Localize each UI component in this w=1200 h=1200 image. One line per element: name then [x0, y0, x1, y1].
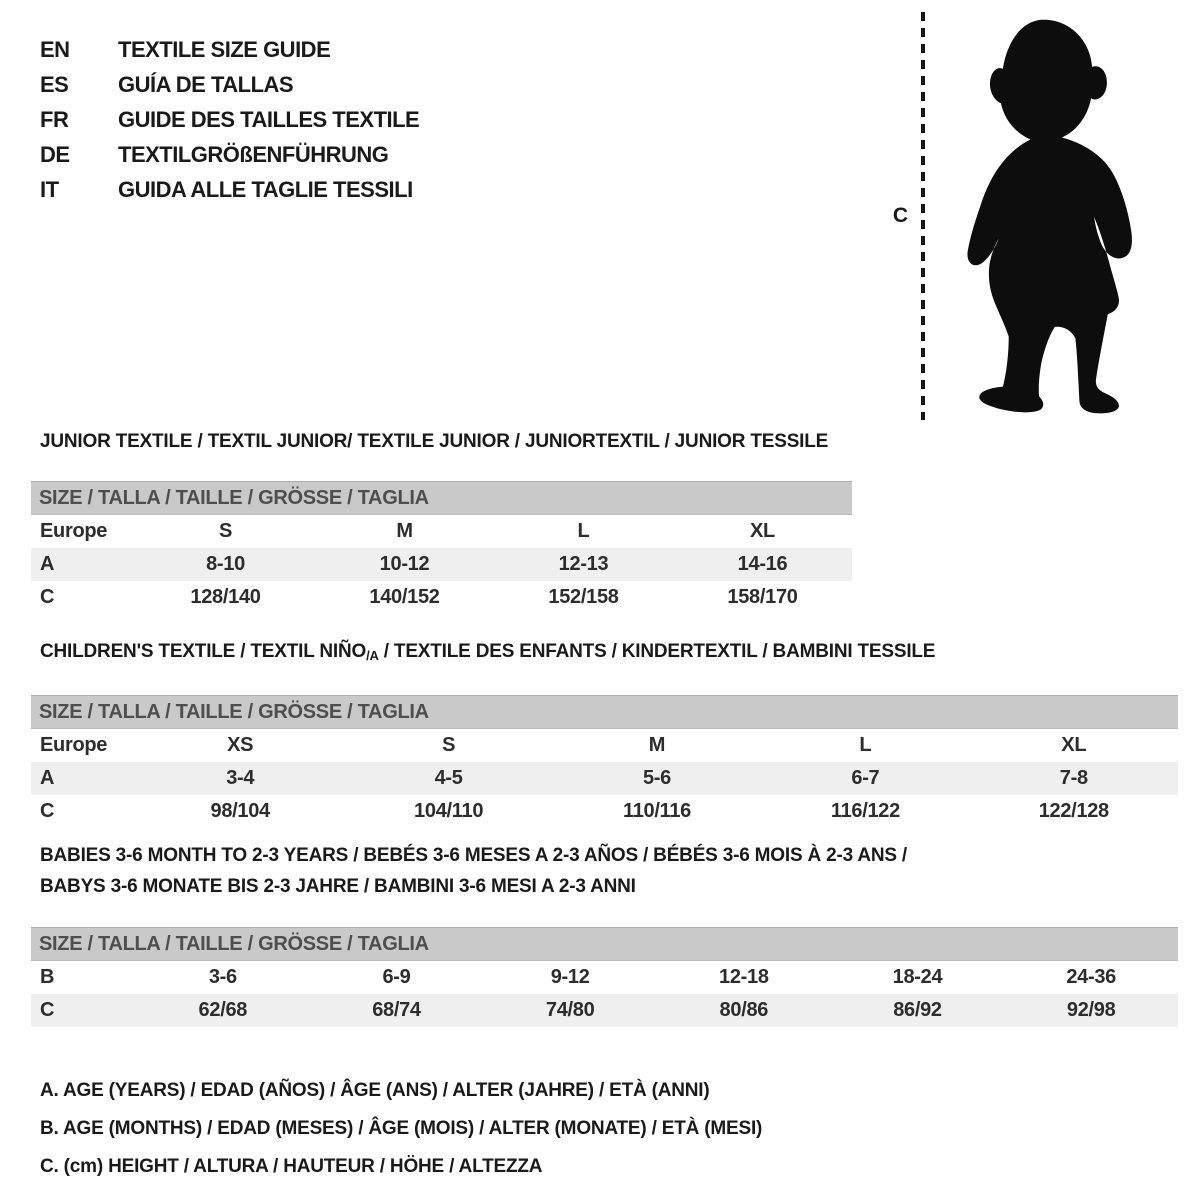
section-title-text: CHILDREN'S TEXTILE / TEXTIL NIÑO [40, 641, 367, 662]
table-cell: XL [750, 520, 775, 542]
table-row [31, 795, 1178, 828]
language-code: DE [40, 141, 70, 167]
table-cell: 92/98 [1066, 999, 1116, 1021]
table-row [31, 515, 852, 548]
row-label: A [40, 553, 55, 575]
row-label: A [40, 767, 55, 789]
table-cell: 68/74 [372, 999, 421, 1021]
language-title: GUÍA DE TALLAS [118, 71, 294, 97]
table-row [31, 729, 1178, 762]
language-title: TEXTILE SIZE GUIDE [118, 36, 331, 62]
legend-line: C. (cm) HEIGHT / ALTURA / HAUTEUR / HÖHE / ALTEZZA [40, 1156, 543, 1177]
size-header-bar: SIZE / TALLA / TAILLE / GRÖSSE / TAGLIA [31, 927, 1178, 961]
table-cell: 152/158 [548, 586, 619, 608]
table-cell: 122/128 [1038, 800, 1109, 822]
row-label: C [40, 586, 55, 608]
table-cell: 62/68 [198, 999, 248, 1021]
section-title-text: JUNIOR TEXTILE / TEXTIL JUNIOR/ TEXTILE JUNIOR / JUNIORTEXTIL / JUNIOR TESSILE [40, 431, 829, 452]
table-cell: 110/116 [622, 800, 691, 822]
language-code: EN [40, 36, 70, 62]
section-childrens-textile [31, 640, 1178, 828]
table-row [31, 581, 852, 614]
language-row [40, 32, 419, 67]
section-title [31, 430, 1178, 454]
size-table [31, 927, 1178, 1027]
language-title: TEXTILGRÖßENFÜHRUNG [118, 141, 389, 167]
table-cell: 7-8 [1059, 767, 1088, 789]
table-cell: 6-9 [382, 966, 411, 988]
table-cell: 104/110 [414, 800, 484, 822]
section-title-text: BABYS 3-6 MONATE BIS 2-3 JAHRE / BAMBINI 3-6 MESI A 2-3 ANNI [40, 876, 636, 897]
table-cell: 3-6 [208, 966, 237, 988]
language-code: FR [40, 106, 69, 132]
table-cell: 18-24 [892, 966, 943, 988]
table-row [31, 994, 1178, 1027]
language-title: GUIDE DES TAILLES TEXTILE [118, 106, 420, 132]
table-cell: 24-36 [1066, 966, 1116, 988]
section-title-text: BABIES 3-6 MONTH TO 2-3 YEARS / BEBÉS 3-6 MESES A 2-3 AÑOS / BÉBÉS 3-6 MOIS À 2-3 ANS / [40, 845, 908, 866]
measure-c-label: C [892, 204, 908, 227]
table-cell: 3-4 [226, 767, 255, 789]
language-code: ES [40, 71, 69, 97]
size-table [31, 695, 1178, 828]
table-cell: 10-12 [379, 553, 430, 575]
table-cell: L [577, 520, 590, 542]
section-title-text: / TEXTILE DES ENFANTS / KINDERTEXTIL / BAMBINI TESSILE [378, 641, 936, 662]
section-babies-textile [31, 840, 1178, 1027]
table-cell: L [859, 734, 872, 756]
table-cell: 14-16 [737, 553, 788, 575]
table-cell: 12-18 [719, 966, 769, 988]
table-cell: XL [1061, 734, 1087, 756]
table-cell: 6-7 [851, 767, 880, 789]
table-row [31, 548, 852, 581]
legend-line: B. AGE (MONTHS) / EDAD (MESES) / ÂGE (MOIS) / ALTER (MONATE) / ETÀ (MESI) [40, 1118, 763, 1139]
table-row [31, 961, 1178, 994]
table-cell: 4-5 [434, 767, 463, 789]
size-header-bar: SIZE / TALLA / TAILLE / GRÖSSE / TAGLIA [31, 481, 852, 515]
table-cell: 9-12 [550, 966, 590, 988]
table-cell: 158/170 [727, 586, 798, 608]
height-measure-figure [893, 10, 1150, 422]
row-label: Europe [40, 520, 108, 542]
row-label: B [40, 966, 55, 988]
table-cell: 74/80 [545, 999, 595, 1021]
language-code: IT [40, 176, 59, 202]
size-table [31, 481, 852, 614]
row-label: Europe [40, 734, 108, 756]
row-label: C [40, 800, 55, 822]
table-cell: 8-10 [206, 553, 245, 575]
table-cell: S [442, 734, 456, 756]
section-title [31, 871, 1178, 902]
table-cell: 116/122 [830, 800, 900, 822]
row-label: C [40, 999, 55, 1021]
section-title [31, 840, 1178, 871]
language-row [40, 137, 419, 172]
table-cell: 80/86 [719, 999, 769, 1021]
table-cell: 98/104 [210, 800, 270, 822]
height-dashed-line-icon [920, 10, 926, 422]
table-cell: XS [227, 734, 254, 756]
language-row [40, 67, 419, 102]
language-title-list [40, 32, 419, 207]
table-cell: 5-6 [642, 767, 671, 789]
language-title: GUIDA ALLE TAGLIE TESSILI [118, 176, 413, 202]
table-cell: M [396, 520, 413, 542]
section-title-text: /A [366, 648, 379, 663]
table-cell: 140/152 [369, 586, 440, 608]
table-cell: 12-13 [558, 553, 609, 575]
section-title [31, 640, 1178, 668]
table-row [31, 762, 1178, 795]
language-row [40, 172, 419, 207]
legend-line: A. AGE (YEARS) / EDAD (AÑOS) / ÂGE (ANS) / ALTER (JAHRE) / ETÀ (ANNI) [40, 1080, 710, 1101]
table-cell: M [648, 734, 666, 756]
table-cell: 128/140 [190, 586, 261, 608]
table-cell: 86/92 [893, 999, 942, 1021]
language-row [40, 102, 419, 137]
toddler-silhouette-icon [944, 10, 1150, 422]
size-header-bar: SIZE / TALLA / TAILLE / GRÖSSE / TAGLIA [31, 695, 1178, 729]
section-junior-textile [31, 430, 1178, 614]
table-cell: S [218, 520, 233, 542]
measure-legend [40, 1072, 762, 1186]
